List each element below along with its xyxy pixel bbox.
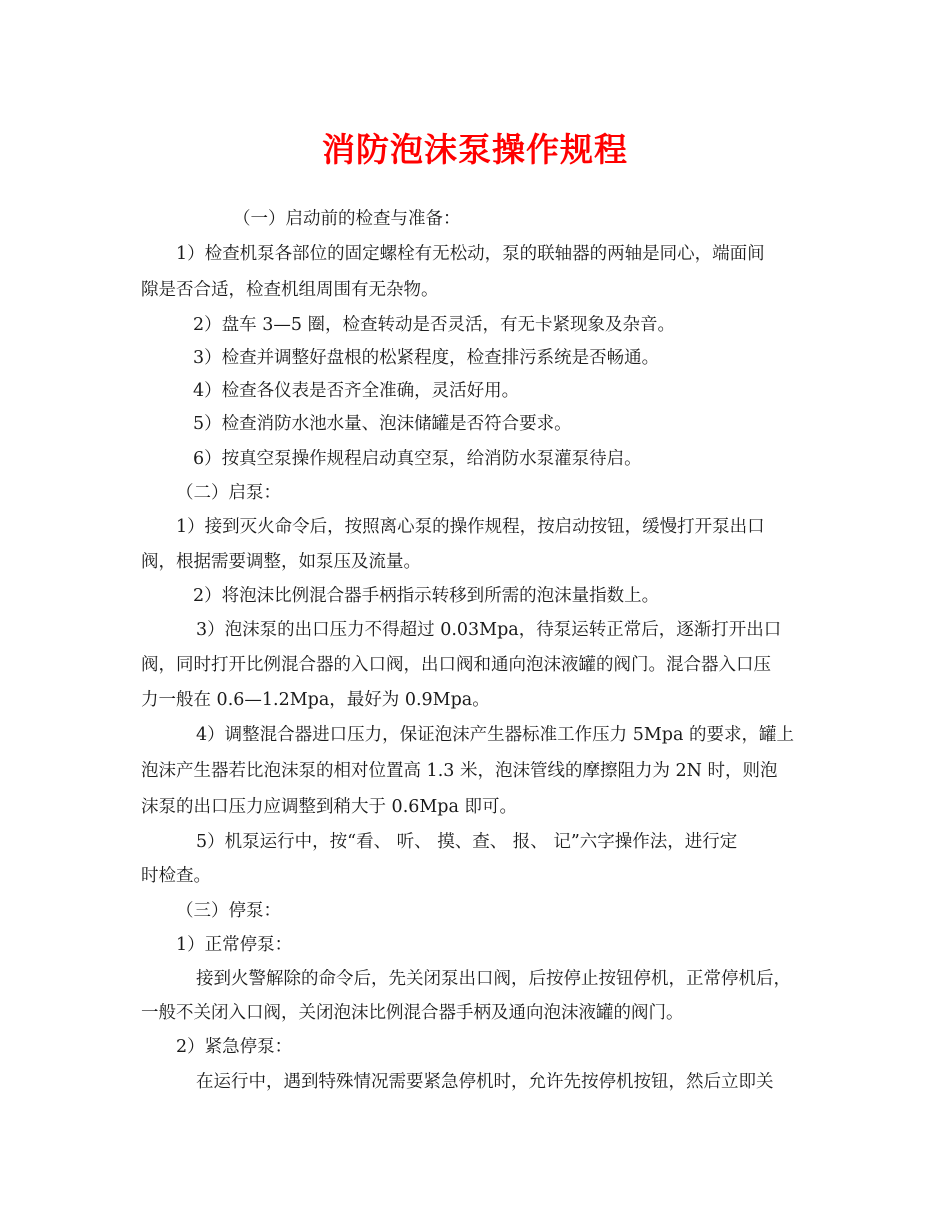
paragraph-line: 阀，同时打开比例混合器的入口阀，出口阀和通向泡沫液罐的阀门。混合器入口压 bbox=[141, 655, 771, 675]
paragraph-line: 阀，根据需要调整，如泵压及流量。 bbox=[141, 552, 421, 572]
paragraph-line: 4）调整混合器进口压力，保证泡沫产生器标准工作压力 5Mpa 的要求，罐上 bbox=[196, 725, 794, 745]
section-heading-3: （三）停泵： bbox=[176, 901, 281, 921]
section-heading-1: （一）启动前的检查与准备： bbox=[233, 209, 461, 229]
paragraph-line: 2）紧急停泵： bbox=[176, 1037, 293, 1057]
paragraph-line: 泡沫产生器若比泡沫泵的相对位置高 1.3 米，泡沫管线的摩擦阻力为 2N 时，则泡 bbox=[141, 761, 778, 781]
paragraph-line: 4）检查各仪表是否齐全准确，灵活好用。 bbox=[193, 381, 520, 401]
paragraph-line: 3）泡沫泵的出口压力不得超过 0.03Mpa，待泵运转正常后，逐渐打开出口 bbox=[196, 620, 782, 640]
paragraph-line: 1）接到灭火命令后，按照离心泵的操作规程，按启动按钮，缓慢打开泵出口 bbox=[176, 517, 765, 537]
paragraph-line: 2）盘车 3—5 圈，检查转动是否灵活，有无卡紧现象及杂音。 bbox=[193, 315, 676, 335]
paragraph-line: 6）按真空泵操作规程启动真空泵，给消防水泵灌泵待启。 bbox=[193, 449, 642, 469]
page-title: 消防泡沫泵操作规程 bbox=[322, 130, 628, 169]
paragraph-line: 1）正常停泵： bbox=[176, 935, 293, 955]
paragraph-line: 5）机泵运行中，按“看、 听、 摸、查、 报、 记”六字操作法，进行定 bbox=[196, 832, 738, 852]
paragraph-line: 力一般在 0.6—1.2Mpa，最好为 0.9Mpa。 bbox=[141, 690, 490, 710]
paragraph-line: 隙是否合适，检查机组周围有无杂物。 bbox=[141, 280, 439, 300]
paragraph-line: 接到火警解除的命令后，先关闭泵出口阀，后按停止按钮停机，正常停机后， bbox=[196, 969, 791, 989]
paragraph-line: 沫泵的出口压力应调整到稍大于 0.6Mpa 即可。 bbox=[141, 797, 518, 817]
paragraph-line: 3）检查并调整好盘根的松紧程度，检查排污系统是否畅通。 bbox=[193, 348, 660, 368]
section-heading-2: （二）启泵： bbox=[176, 483, 281, 503]
paragraph-line: 时检查。 bbox=[141, 866, 211, 886]
paragraph-line: 一般不关闭入口阀，关闭泡沫比例混合器手柄及通向泡沫液罐的阀门。 bbox=[141, 1003, 684, 1023]
paragraph-line: 1）检查机泵各部位的固定螺栓有无松动，泵的联轴器的两轴是同心，端面间 bbox=[176, 244, 765, 264]
paragraph-line: 在运行中，遇到特殊情况需要紧急停机时，允许先按停机按钮，然后立即关 bbox=[196, 1072, 774, 1092]
paragraph-line: 5）检查消防水池水量、泡沫储罐是否符合要求。 bbox=[193, 414, 572, 434]
paragraph-line: 2）将泡沫比例混合器手柄指示转移到所需的泡沫量指数上。 bbox=[193, 586, 660, 606]
